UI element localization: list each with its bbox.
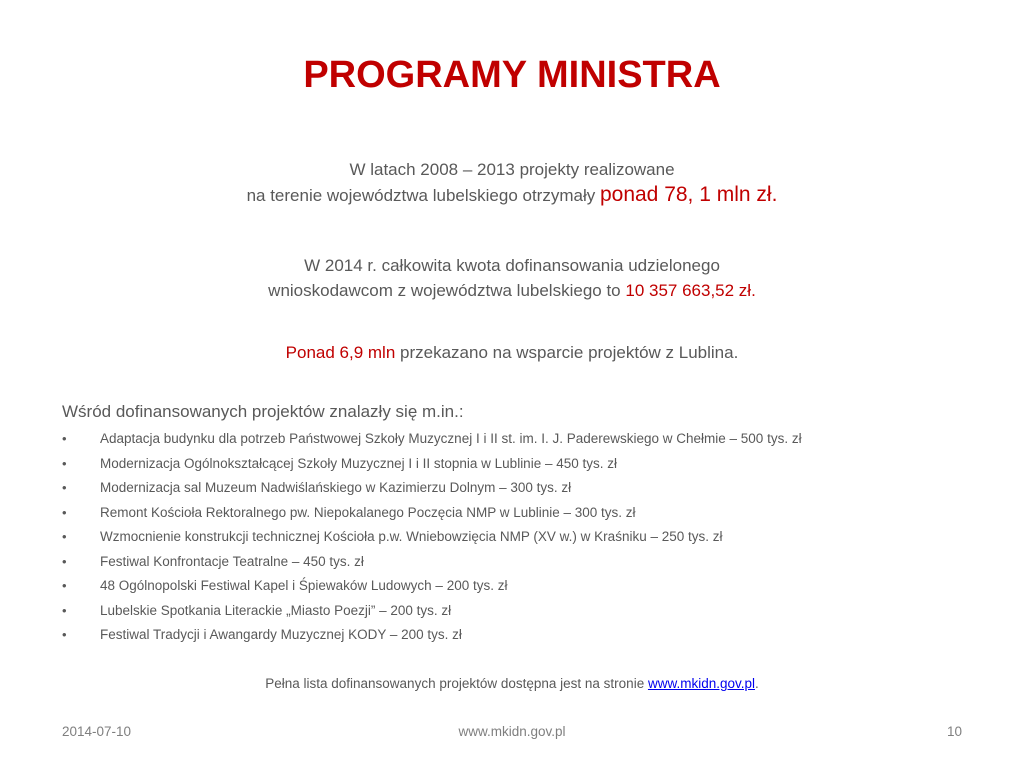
note-text: Pełna lista dofinansowanych projektów dostępna jest na stronie [265, 676, 648, 691]
mkidn-link[interactable]: www.mkidn.gov.pl [647, 676, 755, 691]
paragraph-funding-2008-2013 [0, 157, 1024, 208]
paragraph-text: wnioskodawcom z województwa lubelskiego to [268, 281, 626, 300]
paragraph-funding-2014 [0, 253, 1024, 303]
bullet: • [62, 553, 67, 569]
paragraph-lublin [0, 340, 1024, 365]
footer-date: 2014-07-10 [62, 724, 132, 739]
footer-url: www.mkidn.gov.pl [458, 724, 566, 739]
projects-intro: Wśród dofinansowanych projektów znalazły się m.in.: [62, 402, 464, 421]
paragraph-text: na terenie województwa lubelskiego otrzymały [246, 186, 600, 205]
list-item [62, 550, 1002, 575]
paragraph-line: W 2014 r. całkowita kwota dofinansowania udzielonego [304, 256, 720, 275]
list-item-text: Modernizacja sal Muzeum Nadwiślańskiego w Kazimierzu Dolnym – 300 tys. zł [100, 480, 572, 495]
bullet: • [62, 504, 67, 520]
list-item [62, 525, 1002, 550]
paragraph-line: W latach 2008 – 2013 projekty realizowane [349, 160, 675, 179]
list-item [62, 599, 1002, 624]
list-item-text: Modernizacja Ogólnokształcącej Szkoły Muzycznej I i II stopnia w Lublinie – 450 tys. zł [100, 455, 617, 471]
highlight-amount: 10 357 663,52 zł. [625, 281, 756, 300]
paragraph-line [0, 278, 1024, 303]
list-item-text: Adaptacja budynku dla potrzeb Państwowej Szkoły Muzycznej I i II st. im. I. J. Paderewskiego w Chełmie – 500 tys. zł [100, 431, 802, 446]
list-item [62, 452, 1002, 477]
paragraph-text: przekazano na wsparcie projektów z Lublina. [395, 343, 739, 362]
bullet: • [62, 455, 67, 471]
bullet: • [62, 480, 67, 495]
list-item [62, 574, 1002, 599]
list-item-text: Lubelskie Spotkania Literackie „Miasto Poezji” – 200 tys. zł [100, 602, 452, 618]
list-item-text: Remont Kościoła Rektoralnego pw. Niepokalanego Poczęcia NMP w Lublinie – 300 tys. zł [100, 504, 636, 520]
bullet: • [62, 529, 67, 544]
paragraph-line [0, 182, 1024, 208]
list-item-text: Festiwal Tradycji i Awangardy Muzycznej KODY – 200 tys. zł [100, 627, 462, 642]
highlight-amount: ponad 78, 1 mln zł. [599, 183, 778, 206]
bullet: • [62, 431, 67, 446]
list-item [62, 427, 1002, 452]
bullet: • [62, 627, 67, 642]
highlight-amount: Ponad 6,9 mln [285, 343, 396, 362]
list-item-text: 48 Ogólnopolski Festiwal Kapel i Śpiewaków Ludowych – 200 tys. zł [100, 578, 508, 593]
list-item [62, 501, 1002, 526]
bullet: • [62, 578, 67, 593]
full-list-note [0, 676, 1024, 691]
list-item [62, 623, 1002, 648]
projects-list [62, 427, 1002, 648]
list-item-text: Festiwal Konfrontacje Teatralne – 450 tys. zł [100, 553, 364, 569]
note-suffix: . [755, 676, 759, 691]
list-item [62, 476, 1002, 501]
bullet: • [62, 602, 67, 618]
slide-title: PROGRAMY MINISTRA [303, 54, 721, 96]
list-item-text: Wzmocnienie konstrukcji technicznej Kościoła p.w. Wniebowzięcia NMP (XV w.) w Kraśniku – 250 tys. zł [100, 529, 723, 544]
page-number: 10 [946, 724, 962, 739]
